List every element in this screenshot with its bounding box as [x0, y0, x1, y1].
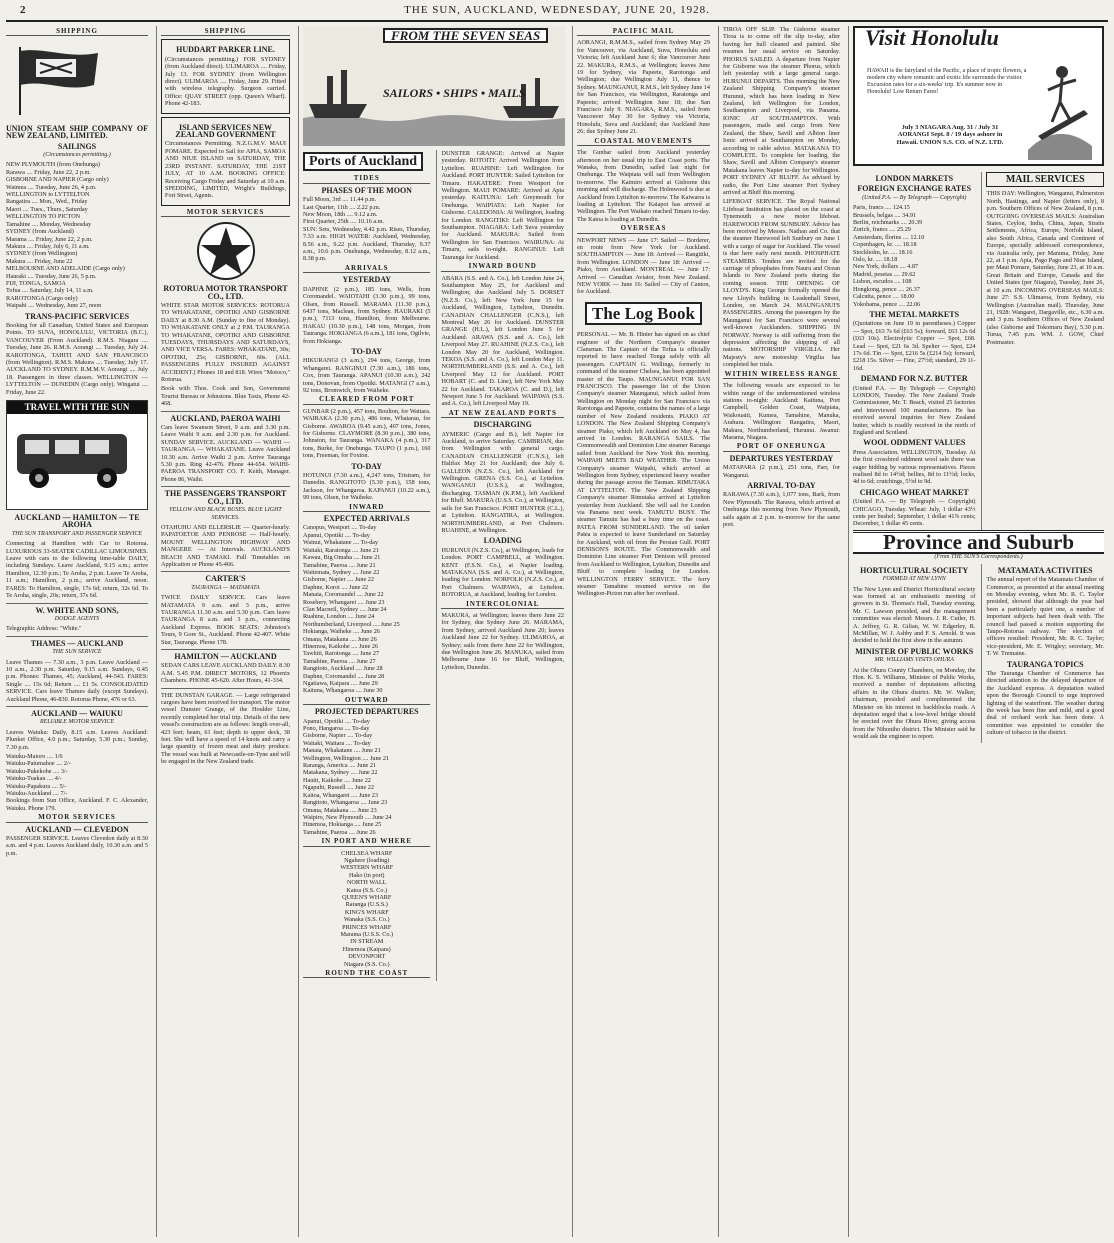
cook-booking-text: Book with Thos. Cook and Son, Government Tourist Bureau or Johnstons. Blue Taxis, Phone 42-468. [161, 385, 290, 408]
list-item: Pono, Hangaroa .... To-day [303, 725, 370, 733]
list-item: DEVONPORT [348, 953, 386, 961]
auckland-paeroa-waihi-heading: AUCKLAND, PAEROA WAIHI [170, 413, 281, 423]
list-item: Waiuku-Maioro .... 1/6 [6, 753, 63, 760]
matamata-heading: MATAMATA ACTIVITIES [997, 565, 1093, 575]
expected-arrivals-heading: EXPECTED ARRIVALS [323, 514, 410, 524]
list-item: Waiuku-Patumahoe .... 2/- [6, 760, 71, 768]
sailings-list [6, 161, 148, 309]
projected-departures-list [303, 718, 430, 837]
pacific-mail-text: AORANGI, R.M.M.S., sailed from Sydney May 29 for Vancouver, via Auckland, Suva, Honolulu and Victoria; left Auckland June 6; due Vancouver June 22. MAKURA, R.M.S., at Wellington; leaves June 19 for Sydney, via Papeete, Rarotonga and Wellington; due Wellington July 11, thence to Sydney. MAUNGANUI, R.M.S., left Sydney June 14 for San Francisco, via Wellington, Raratonga and Papeete; arrived Wellington June 18; due San Francisco July 9. NIAGARA, R.M.S., sailed from Vancouver May 30 for Sydney via Victoria, Honolulu, Suva and Auckland; due Auckland June 26; due Sydney June 21. [577, 39, 710, 136]
column-shipping-notes [718, 26, 844, 1237]
list-item: Matakana, Sydney .... June 22 [303, 769, 378, 777]
trans-pacific-text: Booking for all Canadian, United States and European Points. TO SUVA, HONOLULU, VICTORIA (B.C.), VANCOUVER (From Auckland). R.M.S. Niagara .... Tuesday, June 26. R.M.S. Aorangi .... Tuesday, July 24. RAROTONGA, TAHITI AND SAN FRANCISCO (from Wellington). R.M.S. Makura .... Tuesday, July 17. AUCKLAND TO SYDNEY. R.M.M.V. Aorangi .... July 18. Passengers in three classes. WELLINGTON — LYTTELTON — DUNEDIN (Cargo only). Wingatui .... Friday, June 22. [6, 321, 148, 396]
public-works-sub: MR. WILLIAMS VISITS OHURA [874, 657, 954, 664]
list-item: Makura .... Friday, July 6, 11 a.m. [6, 242, 90, 250]
section-head-motor-services: MOTOR SERVICES [6, 814, 148, 822]
cleared-text: GUNBAR (2 p.m.), 457 tons, Boulton, for Waitara. WAIRAKA (2.30 p.m.), 486 tons, Whatarau, for Gisborne. AWAROA (9.45 a.m.), 407 tons, Jones, for Gisborne. CLAYMORE (8.30 p.m.), 380 tons, Johnston, for Tauranga. WANAKA (4 p.m.), 317 tons, Burke, for Onehunga. TAUPO (1 p.m.), 160 tons, Freeman, for Foxton. [303, 407, 431, 460]
column-shipping-left [6, 26, 152, 1237]
cleared-today: TO-DAY [351, 461, 383, 471]
list-item: WELLINGTON to LYTTELTON [6, 191, 90, 199]
inward-bound-text: ABARA (S.S. and A. Co.), left London June 24, Southampton May 25, for Auckland and Wellington; due Auckland July 5. DORSET (N.Z.S. Co.), left New York June 15 for Auckland, Wellington, Lyttelton, Dunedin. CANADIAN CHALLENGER (C.N.S.), left Montreal May 26 for Auckland. DUNSTER GRANGE (H.L.), left London June 5 for Auckland. ARAWA (S.S. and A. Co.), left Liverpool May 27. RUAHINE (N.Z.S. Co.), left London May 20 for Auckland, Wellington. TEKOA (S.S. and A. Co.), left London May 11. NORTHUMBERLAND (S.S. and A. Co.), left Liverpool May 12 for Auckland. PORT HOBART (C. and D. Line), left New York May 22 for Auckland. TAKAROA (C. and D.), left Newport June 5 for Auckland. WAIPAWA (S.S. and A. Co.), left Liverpool May 19. [441, 274, 564, 408]
nz-ports-heading: AT NEW ZEALAND PORTS [441, 410, 564, 418]
province-and-suburb-sub: (From THE SUN'S Correspondents.) [934, 554, 1023, 561]
intercolonial-text: MAKURA, at Wellington; leaves there June 22 for Sydney, due Sydney June 26. MARAMA, from Sydney, arrived Auckland June 20; leaves Auckland June 22 for Sydney. ULIMAROA, at Sydney; sails from there June 22 for Wellington, due Wellington June 26. MANUKA, sailed from Melbourne June 16 for Bluff, Wellington, Lyttelton, Dunedin. [441, 611, 564, 671]
province-and-suburb-banner: Province and Suburb [853, 530, 1104, 554]
london-markets-heading: LONDON MARKETS [875, 174, 954, 183]
expected-arrivals-list [303, 524, 430, 694]
list-item: Rangatira .... Mon., Wed., Friday [6, 198, 88, 206]
huddart-parker-advert [161, 39, 290, 113]
list-item: CHELSEA WHARF [341, 849, 393, 857]
waiuku-fares-list [6, 753, 148, 797]
list-item: Marama .... Friday, June 22, 2 p.m. [6, 235, 93, 243]
list-item: Manaia, Whakatane .... June 21 [303, 747, 381, 755]
list-item: Apanui, Opotiki .... To-day [303, 531, 370, 539]
list-item: Hinemoa, Hokianga .... June 25 [303, 821, 382, 829]
list-item: Tamahine, Paeroa .... June 27 [303, 657, 376, 665]
list-item: Waitaki, Waitara .... To-day [303, 739, 371, 747]
huddart-parker-heading: HUDDART PARKER LINE. [176, 45, 275, 55]
table-row: Lisbon, escudos .... 108 [853, 278, 912, 286]
list-item: Tofua .... Saturday, July 14, 11 a.m. [6, 287, 94, 295]
list-item: Clan Macneil, Sydney .... June 24 [303, 605, 387, 613]
mail-services-column [981, 172, 1104, 530]
travel-banner: TRAVEL WITH THE SUN [7, 401, 147, 414]
inward-bound-heading: INWARD BOUND [441, 263, 564, 271]
auckland-waiuku-heading: AUCKLAND — WAIUKU [31, 708, 123, 718]
list-item: Canopus, Westport .... To-day [303, 524, 377, 532]
list-item: Marama (U.S.S. Co.) [340, 931, 394, 938]
list-item: Waiuku-Pukekohe .... 3/- [6, 767, 68, 775]
table-row: New York, dollars .... 4.87 [853, 263, 919, 271]
list-item: Kaituna, Whangaroa .... June 30 [303, 687, 383, 695]
list-item: Ngatiawa, Kaipara .... June 29 [303, 680, 378, 687]
list-item: Rangitoto, Auckland .... June 28 [303, 665, 383, 673]
wool-values-heading: WOOL ODDMENT VALUES [863, 438, 966, 448]
list-item: First Quarter, 25th .... 10.16 a.m. [303, 218, 385, 226]
list-item: Rangitoto, Whangaroa .... June 23 [303, 799, 388, 807]
auckland-clevedon-heading: AUCKLAND — CLEVEDON [25, 824, 129, 834]
mail-services-text: THIS DAY: Wellington, Wanganui, Palmerston North, Hastings, and Napier (letters only), 8 p.m. Southern Offices of New Zealand, 8 p.m. OUTGOING OVERSEAS MAILS: Australian States, Ceylon, India, China, Japan, Straits Settlements, Africa, Europe, Norfolk Island, also South Africa, Canada and Continent of Europe, specially addressed correspondence, via Australia only, per Marama, Friday, June 22, at 1 p.m. Apia, Pago Pago and Niue Island, per Maui Pomare, Saturday, June 23, at 10 a.m. Great Britain and Europe, Canada and the United States (per Niagara), Tuesday, June 26, at 10 a.m. INCOMING OVERSEAS MAILS: June 27: S.S. Ulimaroa, from Sydney, via Wellington (Australian mail). Thursday, June 21, 1928: Wangarei, Dargaville, etc., 6.30 a.m. and 3 p.m. Southern Offices of New Zealand (also Gisborne and Tokomaru Bay), 5.30 p.m. Turua, 7.45 p.m. WM. J. GOW, Chief Postmaster. [986, 190, 1104, 346]
list-item: Last Quarter, 11th .... 2.22 p.m. [303, 203, 381, 211]
thames-auckland-sub: THE SUN SERVICE [52, 649, 102, 656]
list-item: NORTH WALL [346, 879, 387, 887]
list-item: Tamahine, Paeroa .... June 21 [303, 561, 376, 569]
table-row: Copenhagen, kr. .... 18.18 [853, 241, 917, 249]
metal-markets-text: (Quotations on June 19 in parentheses.) Copper — Spot, £63 7s 6d (£63 5s); forward, £63 12s 6d (£63 10s). Electrolytic Copper — Spot, £68. Lead — Spot, £21 6s 3d. Spelter — Spot, £24 17s 6d. Tin — Spot, £216 5s (£214 5s); forward, £218 15s. Silver — Fine, 27½d; standard, 29 11-16d. [853, 320, 976, 372]
thames-auckland-heading: THAMES — AUCKLAND [30, 638, 124, 648]
white-sons-sub: DODGE AGENTS [54, 615, 100, 622]
union-company-title: UNION STEAM SHIP COMPANY OF NEW ZEALAND, LIMITED. [6, 123, 148, 141]
union-company-flag-icon [6, 45, 102, 115]
white-star-icon [196, 221, 256, 281]
table-row: Stockholm, kr. .... 18.16 [853, 248, 913, 256]
list-item: Daphne, Koroi .... June 22 [303, 583, 369, 591]
list-item: Katoa (S.S. Co.) [346, 886, 388, 894]
list-item: Apanui, Opotiki .... To-day [303, 717, 370, 725]
passengers-transport-sub: YELLOW AND BLACK BUSES. BLUE LIGHT SERVICES. [169, 507, 282, 521]
seven-seas-logo: FROM THE SEVEN SEAS [383, 28, 548, 43]
column-ports-of-auckland [298, 26, 568, 1237]
overseas-heading: OVERSEAS [577, 225, 710, 233]
list-item: Waipahi .... Wednesday, June 27, noon [6, 302, 102, 310]
list-item: Manaia, Coromandel .... June 22 [303, 591, 384, 599]
loading-heading: LOADING [483, 536, 522, 546]
table-row: Oslo, kr. .... 18.18 [853, 256, 898, 264]
list-item: Waiuku-Tuakau .... 4/- [6, 775, 62, 783]
chicago-wheat-text: (United P.A. — By Telegraph — Copyright) CHICAGO, Tuesday. Wheat: July, 1 dollar 43½ cents per bushel; September, 1 dollar 41⅞ cents; December, 1 dollar 45 cents. [853, 498, 976, 528]
list-item: GISBORNE AND NAPIER (Cargo only) [6, 176, 109, 184]
trans-pacific-heading: TRANS-PACIFIC SERVICES [24, 311, 130, 321]
list-item: Rarawa .... Friday, June 22, 2 p.m. [6, 168, 91, 176]
outward-heading: OUTWARD [303, 697, 430, 705]
horticultural-society-heading: HORTICULTURAL SOCIETY [860, 565, 969, 575]
list-item: Waiuku-Auckland .... 7/- [6, 790, 68, 798]
onehunga-departures-heading: DEPARTURES YESTERDAY [729, 453, 834, 463]
ports-of-auckland-box: Ports of Auckland [303, 152, 423, 171]
list-item: FIJI, TONGA, SAMOA [6, 279, 66, 287]
tides-heading: TIDES [303, 175, 430, 183]
list-item: Gisborne, Napier .... June 22 [303, 576, 374, 584]
province-left-column [853, 564, 975, 743]
list-item: Tamahine, Paeroa .... June 26 [303, 828, 376, 836]
arrivals-text: DAPHNE (2 p.m.), 185 tons, Wells, from Coromandel. WAIOTAHI (3.30 p.m.), 99 tons, Olsen, from Russell. MARAMA (11.30 p.m.), 6437 tons, Maclean, from Sydney. HAURAKI (5 p.m.), 7113 tons, Hamilton, from Melbourne. HAKAU (10.30 p.m.), 148 tons, Morgan, from Tauranga. HOKIANGA (6 a.m.), 181 tons, Ogilvie, from Hokianga. [303, 285, 431, 345]
table-row: Madrid, pesetas .... 29.62 [853, 270, 916, 278]
in-port-list [303, 850, 430, 969]
table-row: Zurich, francs .... 25.29 [853, 226, 911, 234]
discharging-heading: DISCHARGING [473, 420, 532, 430]
list-item: Hinemoa, Kaikohe .... June 26 [303, 642, 379, 650]
tides-arrivals-column [303, 150, 430, 981]
masthead [6, 4, 1108, 22]
column-shipping-services [156, 26, 294, 1237]
table-row: Brussels, belgas .... 34.91 [853, 211, 917, 219]
list-item: Kawau, Big Omaha .... June 21 [303, 554, 381, 562]
coastal-notes-text: DUNSTER GRANGE: Arrived at Napier yesterday. ROTOITI: Arrived Wellington from Lyttelton. RUAHINE: Left Wellington for Auckland. PORT HUNTER: Sailed Lyttelton for Timaru. HAKATERE: From Westport for Wellington. MAUI POMARE: Arrived at Apia yesterday. KAITUNA: Left Greymouth for Onehunga. WAIPIATA: Left Napier for Gisborne. CALEDONIA: At Wellington, loading for London. RANGITIKI: Left Wellington for Southampton. NIAGARA: Left Suva yesterday for Auckland. MAKURA: Sailed from Wellington for San Francisco. WAIRUNA: At Timaru, sails to-night. RANGINUI: Left Tauranga for Auckland. [441, 150, 564, 261]
visit-honolulu-advert [853, 26, 1104, 166]
carters-text: TWICE DAILY SERVICE. Cars leave MATAMATA 9 a.m. and 3 p.m., arrive TAURANGA 11.30 a.m. and 5.30 p.m. Cars leave TAURANGA 8 a.m. and 3 p.m., connecting Auckland Express. BOOK SEATS: Johnston's Tours, 9 Gore St., Auckland. Phone 42-407. White Star, Tauranga. Phone 178. [161, 594, 290, 646]
list-item: Omana, Matakana .... June 23 [303, 806, 377, 814]
list-item: Waimea .... Tuesday, June 26, 4 p.m. [6, 183, 97, 191]
list-item: Omana, Matakana .... June 26 [303, 635, 377, 643]
list-item: Northumberland, Liverpool .... June 25 [303, 620, 400, 628]
passengers-transport-heading: THE PASSENGERS TRANSPORT CO., LTD. [164, 489, 287, 506]
list-item: PRINCES WHARF [342, 923, 392, 931]
pacific-mail-heading: PACIFIC MAIL [577, 28, 710, 36]
horticultural-society-sub: FORMED AT NEW LYNN [882, 576, 946, 583]
province-right-column [981, 564, 1104, 743]
arrivals-today-text: HIKURANGI (3 a.m.), 294 tons, George, from Whangarei. RANGINUI (7.30 a.m.), 186 tons, Cox, from Tauranga. APANUI (10.30 a.m.), 242 tons, Donovan, from Opotiki. MATANGI (7 a.m.), 92 tons, Bromwich, from Waiheke. [303, 357, 431, 394]
list-item: Raranga, America .... June 21 [303, 762, 377, 770]
table-row: Berlin, reichmarks .... 20.39 [853, 219, 923, 227]
onehunga-arrival-text: RARAWA (7.30 a.m.), 1,077 tons, Bark, from New Plymouth. The Rarawa, which arrived at Onehunga this morning from New Plymouth, sails again at 2 p.m. to-morrow for the same port. [723, 491, 840, 528]
butter-demand-text: (United P.A. — By Telegraph — Copyright) LONDON, Tuesday. The New Zealand Trade Commissioner, Mr. T. Beach, visited 25 factories and interviewed 100 manufacturers. He has received several inquiries for New Zealand butter, which is readily received in the north of England and Scotland. [853, 384, 976, 436]
white-sons-text: Telegraphic Address: "White." [6, 625, 82, 633]
table-row: Amsterdam, florins .... 12.10 [853, 233, 925, 241]
carters-sub: TAURANGA — MATAMATA [191, 584, 260, 591]
loading-text: HURUNUI (N.Z.S. Co.), at Wellington, loads for London. PORT CAMPBELL, at Wellington. KENT (F.S.N. Co.), at Napier loading. MATAKANA (S.S. and A. Co.), at Wellington, loading for London. NORFOLK (N.Z.S. Co.), at Port Chalmers. WAIPAWA, at Lyttelton. ROTORUA, at Auckland, loading for London. [441, 546, 564, 599]
section-head-motor-services-2: MOTOR SERVICES [161, 209, 290, 217]
table-row: Yokohama, pence .... 22.06 [853, 300, 921, 308]
list-item: Maori .... Tues., Thurs., Saturday [6, 205, 88, 213]
port-onehunga-heading: PORT OF ONEHUNGA [723, 443, 840, 451]
list-item: Tamahine .... Monday, Wednesday [6, 220, 92, 228]
shipping-news-column [436, 150, 564, 981]
sailings-heading: SAILINGS [57, 141, 97, 151]
coastal-movements-text: The Gunbar sailed from Auckland yesterday afternoon on her usual trip to East Coast ports. The Wanaka, from Dunedin, sailed last night for Onehunga. The Waipiata will sail from Wellington to-morrow. The Kaimiro arrived at Gisborne this morning and will discharge. The Holmwood is due at Auckland from Lyttelton to-morrow. The Kaiwarra is loading at Lyttelton. The Kaiapoi has arrived at Wellington. The Port Waikato reached Timaru to-day. The Katoa is loading at Dunedin. [577, 149, 710, 223]
list-item: Full Moon, 3rd .... 11.44 p.m. [303, 196, 377, 204]
overseas-text: NEWPORT NEWS — June 17: Sailed — Borderer, en route from New York for Auckland. SOUTHAMPTON — June 18: Arrived — Rangitiki, from Wellington. LONDON — June 18: Arrived — Piako, from Auckland. MONTREAL — June 17: Arrived — Canadian Aviator, from New Zealand. NEW YORK — June 16: Sailed — City of Canton, for Auckland. [577, 236, 710, 296]
list-item: Kaitoa, Whangarei .... June 23 [303, 791, 378, 799]
sun-and-tides-text: SUN: Sets, Wednesday, 4.42 p.m. Rises, Thursday, 7.33 a.m. HIGH WATER: Auckland, Wednesday, 8.56 a.m., 9.22 p.m. Auckland, Thursday, 9.37 a.m., 10.6 p.m. Onehunga, Wednesday, 8.12 a.m., 8.38 p.m. [303, 225, 431, 263]
cleared-today-text: HOTUNUI (7.30 a.m.), 4,247 tons, Tristram, for Dunedin. RANGITOTO (5.30 p.m.), 158 tons, Jackson, for Whangaroa. KAPANUI (10.22 a.m.), 99 tons, Olsen, for Waiheke. [303, 472, 431, 502]
page-number: 2 [20, 4, 26, 16]
visit-honolulu-text: HAWAII is the fairyland of the Pacific, a place of tropic flowers, a modern city where romantic and exotic life surrounds the visitor. Excursion rates for a six-weeks' trip. It's summer now in Honolulu! Low Return Fares! [867, 68, 1027, 95]
chicago-wheat-heading: CHICAGO WHEAT MARKET [859, 487, 969, 497]
matamata-text: The annual report of the Matamata Chamber of Commerce, as presented at the annual meeting on Monday evening, when Mr. R. C. Taylor presided, showed that although the year had been a particularly quiet one, a number of important subjects had been dealt with. The council had passed a motion supporting the Taupo-Rotorua railway. The election of officers resulted: President, Mr. R. C. Taylor; vice-president, Mr. E. Wrigley; secretary, Mr. T. W. Tremaine. [986, 576, 1104, 658]
list-item: Hauraki .... Tuesday, June 26, 5 p.m. [6, 272, 97, 280]
list-item: Waiuku-Papakura .... 5/- [6, 782, 67, 790]
metal-markets-heading: THE METAL MARKETS [869, 309, 960, 319]
arrivals-today: TO-DAY [351, 346, 383, 356]
markets-column [853, 172, 975, 530]
arrivals-heading: ARRIVALS [303, 265, 430, 273]
arrivals-yesterday: YESTERDAY [342, 275, 392, 285]
auckland-hamilton-heading: AUCKLAND — HAMILTON — TE AROHA [14, 513, 140, 530]
island-services-text: Circumstances Permitting. N.Z.G.M.V. MAUI POMARE. Expected to Sail for APIA, SAMOA AND NIUE ISLAND on SATURDAY, THE 23RD INSTANT. SATURDAY, THE 21ST JULY, AT 10 A.M. BOOKING OFFICE: Receiving Cargo Friday and Saturday at 10 a.m. SPEDDING, LIMITED, Wright's Buildings, Fort Street, Agents. [165, 140, 286, 200]
list-item: Raranga (U.S.S.) [345, 901, 388, 909]
list-item: MELBOURNE AND ADELAIDE (Cargo only) [6, 265, 125, 273]
coastal-movements-heading: COASTAL MOVEMENTS [577, 138, 710, 146]
wireless-range-text: The following vessels are expected to be within range of the undermentioned wireless stations to-night: Auckland: Kaituna, Port Campbell, Golden Coast, Waipiata, Waikouaiti, Kumea, Tamahine, Manuka, Arahura. Wellington: Rangatira, Maori, Makura, Northumberland, Hurunui. Awanui: Marama, Niagara. [723, 382, 840, 441]
moon-phases-heading: PHASES OF THE MOON [321, 185, 412, 195]
list-item: WESTERN WHARF [340, 864, 394, 872]
list-item: Waipiro, New Plymouth .... June 24 [303, 813, 392, 821]
list-item: Ngahere (loading) [344, 856, 390, 864]
inward-heading: INWARD [303, 504, 430, 512]
motor-car-icon [7, 414, 145, 500]
wireless-range-heading: WITHIN WIRELESS RANGE [724, 369, 839, 378]
list-item: Tawhiti, Rarotonga .... June 27 [303, 650, 380, 658]
list-item: KING'S WHARF [344, 908, 389, 916]
cleared-heading: CLEARED FROM PORT [303, 396, 430, 404]
onehunga-departures-text: MATAPARA (2 p.m.), 251 tons, Farr, for Wanganui. [723, 464, 840, 479]
list-item: New Moon, 18th .... 9.12 a.m. [303, 211, 378, 219]
lifeboat-notes-text: LIFEBOAT SERVICE. The Royal National Lifeboat Institution has placed on the coast at Tynemouth a new motor lifeboat. HAREWOOD FROM SUNBURY. Advice has been received by Messrs. Nathan and Co. that the steamer Harewood left Sunbury on June 1 with a cargo of sugar for Auckland. The vessel is due here early next month. PHOSPHATE STEAMERS. Tenders are invited for the carriage of phosphates from Nauru and Ocean Islands to New Zealand ports during the coming season. THE OPENING OF LLOYD'S. King George formally opened the new Lloyd's building in Leadenhall Street, London, on March 24. MAUNGANUI'S PASSENGERS. Among the passengers by the Maunganui for San Francisco were several well-known Aucklanders. SHIPPING IN NORWAY. Norway is still suffering from the depression affecting the shipping of all nations. MOTORSHIP VIRGILIA. Her Majesty's new motorship Virgilia has completed her trials. [723, 198, 840, 369]
sailings-subheading: (Circumstances permitting.) [43, 152, 111, 159]
surfer-illustration-icon [1018, 50, 1096, 160]
list-item: RAROTONGA (Cargo only) [6, 294, 78, 302]
waiuku-bookings: Bookings from Sun Office, Auckland. F. C. Alexander, Waiuku. Phone 179. [6, 797, 148, 812]
column-markets-province [848, 26, 1108, 1237]
list-item: Rosebery, Whangarei .... June 23 [303, 598, 385, 606]
list-item: Hako (in port) [349, 871, 385, 879]
list-item: Wellington, Wellington .... June 21 [303, 754, 390, 762]
auckland-clevedon-text: PASSENGER SERVICE. Leaves Clevedon daily at 8.30 a.m. and 4 p.m. Leaves Auckland daily, 10.30 a.m. and 5 p.m. [6, 835, 148, 857]
table-row: Calcutta, pence .... 18.00 [853, 293, 915, 301]
onehunga-arrival-heading: ARRIVAL TO-DAY [747, 480, 816, 490]
projected-departures-heading: PROJECTED DEPARTURES [314, 707, 419, 717]
list-item: Ruahine, London .... June 24 [303, 613, 375, 621]
list-item: SYDNEY (from Wellington) [6, 250, 78, 258]
list-item: SYDNEY (from Auckland) [6, 228, 74, 236]
auckland-hamilton-sub: THE SUN TRANSPORT AND PASSENGER SERVICE [11, 530, 143, 537]
hamilton-auckland-heading: HAMILTON — AUCKLAND [174, 652, 277, 661]
otahuhu-text: OTAHUHU AND ELLERSLIE — Quarter-hourly. PAPATOETOE AND PENROSE — Half-hourly. MOUNT WELLINGTON HIGHWAY AND MANGERE — At Intervals. AUCKLAND'S BEACH AND TAMAKI. Full Timetables on Application or Phone 45-466. [161, 523, 290, 568]
visit-honolulu-ships: July 3 NIAGARA Aug. 31 / July 31 AORANGI Sept. 8 / 19 days ashore in Hawaii. UNION S.S. CO. of N.Z. LTD. [896, 124, 1004, 146]
rotorua-transport-heading: ROTORUA MOTOR TRANSPORT CO., LTD. [163, 284, 288, 301]
list-item: Wanaka (S.S. Co.) [343, 916, 390, 924]
column-pacific-mail [572, 26, 714, 1237]
wool-values-text: Press Association. WELLINGTON, Tuesday. At the first crossbred oddment wool sale there was eager bidding by various representatives. Pieces realised 8d to 14½d; bellies, 8d to 11½d; locks, 4d to 6d; crutchings, 5½d to 9d. [853, 448, 976, 486]
auckland-waiuku-text: Leaves Waiuku: Daily, 8.15 a.m. Leaves Auckland: Plunket Office, 4.0 p.m.; Saturday, 5.30 p.m.; Sunday, 7.30 p.m. [6, 728, 148, 751]
public-works-heading: MINISTER OF PUBLIC WORKS [855, 646, 974, 656]
list-item: Wainui, Whakatane .... To-day [303, 539, 379, 547]
list-item: NEW PLYMOUTH (from Onehunga) [6, 161, 100, 169]
sailors-ships-mails: SAILORS • SHIPS • MAILS [383, 86, 526, 100]
dunstan-garage-article: THE DUNSTAN GARAGE. — Large refrigerated cargoes have been received for transport. The motor vessel Dunster Grange, of the Houlder Line, recently completed her trial trip. Details of the new vessel's construction are as follows: length over-all, 423 feet; beam, 61 feet; depth to upper deck, 38 feet. She will have a speed of 14 knots and carry a large quantity of frozen meat and dairy produce. The vessel was built at Newcastle-on-Tyne and will be engaged in the New Zealand trade. [161, 691, 290, 766]
in-port-heading: IN PORT AND WHERE [303, 838, 430, 846]
list-item: WELLINGTON TO PICTON [6, 213, 81, 221]
list-item: Hinemoa (Kaipara) [342, 945, 391, 953]
list-item: Waitaki, Raratonga .... June 21 [303, 546, 379, 554]
tauranga-topics-text: The Tauranga Chamber of Commerce has directed attention to the delayed departure of the Auckland express. A deputation waited upon the Borough Council to urge improved lighting of the waterfront. The weather during the week has been fine and mild, and a good deal of orchard work has been done. A committee was appointed to consider the culture of tobacco in the district. [986, 669, 1104, 737]
carters-heading: CARTER'S [205, 574, 246, 584]
tauranga-topics-heading: TAURANGA TOPICS [1006, 659, 1084, 669]
list-item: Waitemata, Sydney .... June 22 [303, 568, 380, 576]
list-item: Niagara (S.S. Co.) [343, 960, 390, 968]
public-works-text: At the Ohura County Chambers, on Monday, the Hon. K. S. Williams, Minister of Public Works, received a number of deputations affecting affairs in the Ohura district. Mr. W. Walker, chairman, presided and complimented the Minister on his interest in backblocks roads. A deputation urged that a low-level bridge should be erected over the Ohura River, giving access from the Nihoniho district. The Minister said he would ask the engineer to report. [853, 666, 976, 741]
island-services-heading: ISLAND SERVICES NEW ZEALAND GOVERNMENT [175, 122, 276, 140]
list-item: Ngapuhi, Russell .... June 22 [303, 784, 374, 792]
list-item: Makura .... Friday, June 22 [6, 257, 73, 265]
auckland-paeroa-waihi-text: Cars leave Swanson Street, 9 a.m. and 3.30 p.m. Leave Waihi 9 a.m. and 2.30 p.m. for Auckland. SUNDAY SERVICE. AUCKLAND — WAIHI — TAURANGA — WHAKATANE. Leave Auckland 10.30 a.m. Arrive Waihi 2 p.m. Arrive Tauranga 5.30 p.m. Ring 42-476. Phone 44-654. WAIHI-PAEROA TRANSPORT CO. F. Keith, Manager. Phone 86, Waihi. [161, 424, 290, 483]
white-sons-heading: W. WHITE AND SONS, [35, 605, 119, 615]
mail-services-box: MAIL SERVICES [986, 172, 1104, 187]
auckland-waiuku-sub: RELIABLE MOTOR SERVICE [39, 719, 115, 726]
moon-phases-list [303, 196, 430, 226]
section-head-shipping: SHIPPING [6, 28, 148, 36]
list-item: Daphne, Coromandel .... June 28 [303, 672, 385, 680]
huddart-parker-text: (Circumstances permitting.) FOR SYDNEY (from Auckland direct). ULIMAROA .... Friday, July 13. FOR SYDNEY (from Wellington direct). ULIMAROA .... Friday, June 29. Fitted with wireless telegraphy. Surgeon carried. Office: QUAY STREET (opp. Queen's Wharf). Phone 42-183. [165, 55, 286, 108]
list-item: QUEEN'S WHARF [342, 893, 392, 901]
exchange-rates-sub: (United P.A. — By Telegraph — Copyright) [862, 194, 967, 201]
hamilton-auckland-text: SEDAN CARS LEAVE AUCKLAND DAILY. 8.30 A.M. 5.45 P.M. DIRECT MOTORS, 12 Phoenix Chambers. PHONE 45-620. After Hours, 41-334. [161, 662, 290, 685]
horticultural-society-text: The New Lynn and District Horticultural society was formed at an enthusiastic meeting of growers in St. Thomas's Hall, Tuesday evening. Mr. C. Lawson presided, and the management committee was elected: Messrs. J. R. Cutler, H. A. Jeffrey, G. R. Gilian, W. W. Edgerley, R. McMillan, W. J. Ashby and F. S. Arnold. It was decided to hold the first show in the autumn. [853, 585, 976, 645]
table-row: Hongkong, pence .... 26.37 [853, 285, 920, 293]
exchange-rates-table [853, 204, 975, 308]
rotorua-transport-text: WHITE STAR MOTOR SERVICES: ROTORUA TO WHAKATANE, OPOTIKI AND GISBORNE DAILY at 8.30 A.M. (Sunday to fine of Monday). TO WHAKATANE ONLY at 2 P.M. TAURANGA TO WHAKATANE, OPOTIKI AND GISBORNE TUESDAYS, THURSDAYS AND SATURDAYS, AND VICE VERSA. FARES: WHAKATANE, 30s; OPOTIKI, 25s; GISBORNE, 60s. (ALL PASSENGERS FULLY INSURED AGAINST ACCIDENT.) Phones 18 and 818. Wires "Motoco," Rotorua. [161, 301, 290, 383]
butter-demand-heading: DEMAND FOR N.Z. BUTTER [860, 374, 968, 384]
table-row: Paris, francs .... 124.15 [853, 204, 910, 212]
thames-auckland-text: Leave Thames — 7.30 a.m., 3 p.m. Leave Auckland — 10 a.m., 2.30 p.m. Saturday, 9.15 a.m. Sundays, 6.45 p.m. Phones: Thames, 45; Auckland, 44-543. FARES: Single .... 15s 6d; Return .... £1 5s. CONSOLIDATED SERVICE. Cars leave Thames daily (except Sundays). Auckland Phone, 46-830. Rotorua Phone, 476 or 63. [6, 658, 148, 703]
section-head-shipping-2: SHIPPING [161, 28, 290, 36]
list-item: IN STREAM [350, 938, 384, 946]
auckland-hamilton-text: Connecting at Hamilton with Car to Rotorua. LUXURIOUS 33-SEATER CADILLAC LIMOUSINES. Leave with cars to the following time-table DAILY, including Sundays. Leave Auckland, 9.15 a.m.; arrive Hamilton, 12.30 p.m.; Te Aroha, 2 p.m. Leave Te Aroha, 11 a.m.; Hamilton, 2 p.m.; arrive Auckland, noon. FARES: To Hamilton, single, 17s 6d; return, 32s 6d. To Te Aroha, single, 20s; return, 37s 6d. [6, 540, 148, 600]
island-services-advert [161, 117, 290, 206]
log-book-text: PERSONAL — Mr. B. Hinter has signed on as chief engineer of the Northern Company's steamer Clansman. The Captain of the Tofua is officially reported to have reached Tonga safely with all passengers. CAPTAIN G. Wellings, formerly in command of the steamer Chelsea, has been appointed master of the Taupo. MAUNGANUI FOR SAN FRANCISCO. The passenger list of the Union Company's steamer Maunganui, which sailed from Wellington on Monday night for San Francisco via Rarotonga and Papeete, contains the names of a large number of New Zealand residents. PIAKO AT LONDON. The New Zealand Shipping Company's steamer Piako, which left Auckland on May 4, has arrived in London. RARANGA SAILS. The Commonwealth and Dominion Line steamer Raranga sailed from Auckland for New York this morning. WAIPAHI MEETS BAD WEATHER. The Union Company's steamer Waipahi, which arrived at Wellington from Sydney, experienced heavy weather during the passage across the Tasman. RIMUTAKA AT LYTTELTON. The New Zealand Shipping Company's steamer Rimutaka arrived at Lyttelton yesterday from Auckland. She will sail for London via Panama next week. TAMUTU BUSY. The steamer Tamutu has had a busy time on the coast. PATEA FROM SUNDERLAND. The oil tanker Patea is expected to leave Sunderland on Saturday for Auckland, with oil from the Persian Gulf. PORT DENISON'S ROUTE. The Commonwealth and Dominion Line steamer Port Denison will proceed from Auckland to Wellington, Lyttelton, Dunedin and Bluff to complete loading for London. WELLINGTON FERRY SERVICE. The ferry steamer Tamahine resumed service on the Wellington-Picton run after her overhaul. [577, 331, 710, 598]
travel-with-sun-advert [6, 400, 148, 510]
list-item: Gisborne, Napier .... To-day [303, 732, 373, 740]
seven-seas-banner [303, 26, 564, 146]
exchange-rates-heading: FOREIGN EXCHANGE RATES [857, 184, 972, 194]
intercolonial-heading: INTERCOLONIAL [441, 601, 564, 609]
round-the-coast-heading: ROUND THE COAST [303, 970, 430, 978]
list-item: Hauiti, Kaikohe .... June 22 [303, 776, 371, 784]
visit-honolulu-title: Visit Honolulu [865, 26, 999, 50]
tiroa-notes-text: TIROA OFF SLIP. The Gisborne steamer Tiroa is to come off the slip to-day, after having her hull cleaned and painted. She resumes her usual service on Saturday. PHORUS SAILED. A departure from Napier for Gisborne was the steamer Phorus, which left yesterday with a large general cargo. HURUNUI DEPARTS. This morning the New Zealand Shipping Company's steamer Hurunui, which has been loading in New Zealand, left Wellington for London, Southampton and Liverpool, via Panama. IONIC AT SOUTHAMPTON. With passengers, mails and cargo from New Zealand, the Shaw, Savill and Albion liner Ionic arrived at Southampton on Monday, according to cable advice. MATAKANA TO COMPLETE. To complete her loading, the Shaw, Savill and Albion Company's steamer Matakana leaves Napier to-day for Wellington. PORT SYDNEY AT BLUFF. As advised by radio, the Port Line steamer Port Sydney arrived at Bluff this morning. [723, 26, 840, 196]
log-book-box: The Log Book [585, 302, 702, 325]
list-item: Hokianga, Waiheke .... June 26 [303, 628, 380, 636]
newspaper-masthead-title: THE SUN, AUCKLAND, WEDNESDAY, JUNE 20, 1928. [404, 4, 710, 16]
nz-ports-text: AYMERIC (Cargo and B.), left Napier for Auckland, to arrive Saturday. CAMBRIAN, due from Wellington with general cargo. CANADIAN CHALLENGER (C.N.S.), left Halifax May 21 for Auckland; due July 6. GALLEON (N.Z.S. Co.), left Auckland for Wellington. GRENA (S.S. Co.), at Lyttelton. WANGANUI (U.S.S.), at Wellington, discharging. TASMAN (K.P.M.), left Auckland for Bluff. MAKURA (U.S.S. Co.), at Wellington, sails for San Francisco. PORT HUNTER (C.L.), at Lyttelton. RANGATIRA, at Wellington. NORTHUMBERLAND, at Port Chalmers. RUAHINE, at Wellington. [441, 430, 564, 534]
